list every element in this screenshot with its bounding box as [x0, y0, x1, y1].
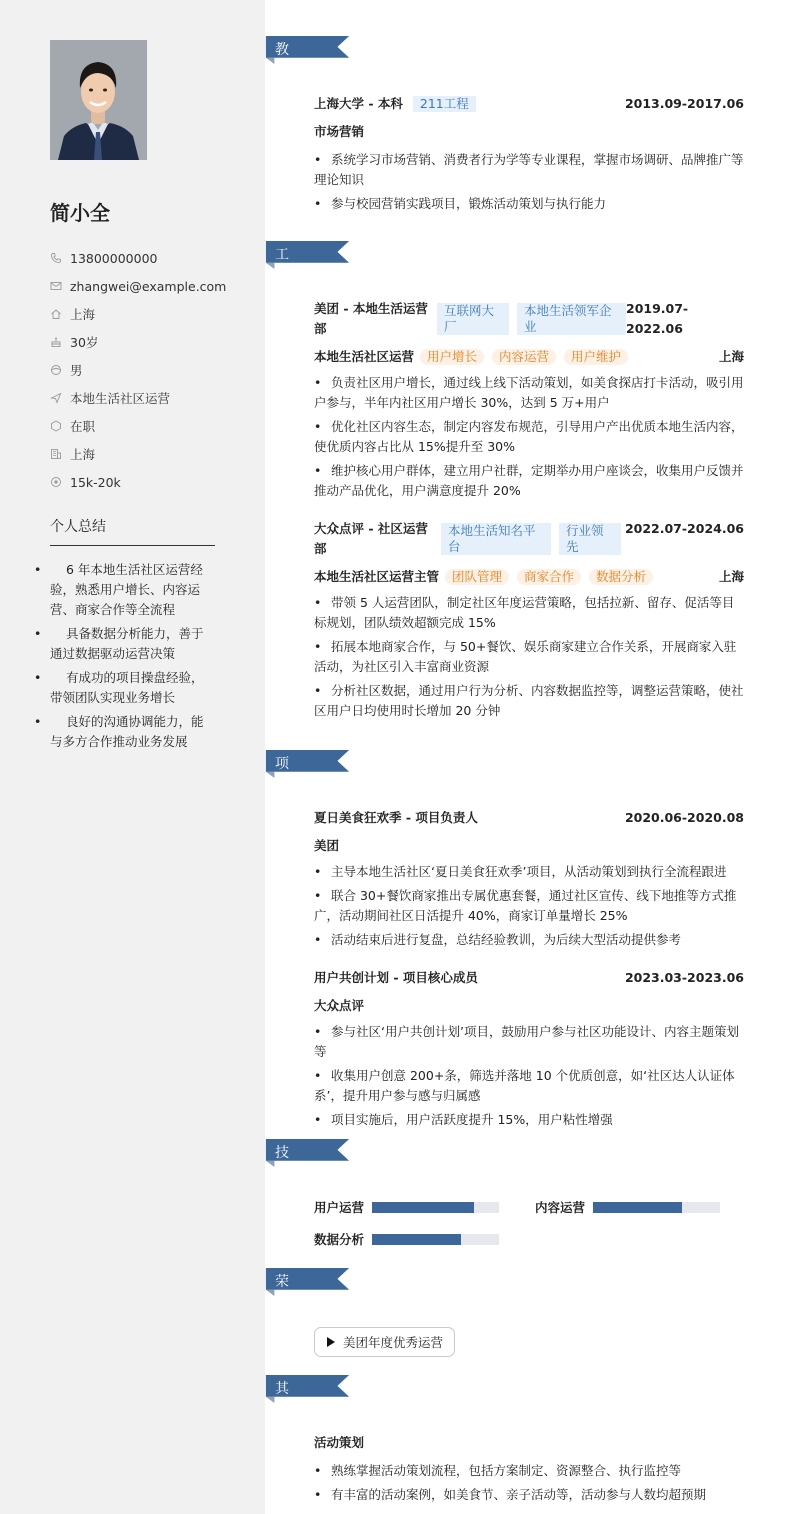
skill-tag: 商家合作: [517, 569, 581, 585]
section-title: 技能专长: [275, 1145, 289, 1245]
phone-icon: [50, 252, 62, 264]
candidate-name: 简小全: [50, 201, 110, 225]
contact-salary-text: 15k-20k: [70, 474, 121, 490]
contact-email-text: zhangwei@example.com: [70, 278, 227, 294]
education-entry: [314, 94, 744, 218]
job-title: 本地生活社区运营: [314, 349, 415, 364]
summary-item: • 具备数据分析能力，善于通过数据驱动运营决策: [50, 624, 215, 664]
company-tag: 本地生活领军企 业: [517, 303, 626, 335]
salary-icon: [50, 476, 62, 488]
project-title: 用户共创计划 - 项目核心成员: [314, 970, 478, 985]
contact-status: [50, 412, 226, 440]
sidebar: [0, 0, 265, 1514]
bullet-item: • 项目实施后，用户活跃度提升 15%，用户粘性增强: [314, 1110, 744, 1130]
project-entry: [314, 968, 744, 1134]
bullet-item: • 主导本地生活社区‘夏日美食狂欢季’项目，从活动策划到执行全流程跟进: [314, 862, 744, 882]
work-entry: [314, 299, 744, 505]
profile-photo: [50, 40, 147, 160]
contact-gender-text: 男: [70, 363, 83, 378]
project-period: 2020.06-2020.08: [624, 810, 744, 825]
section-title: 其他信息: [275, 1381, 289, 1481]
section-title: 工作经历: [275, 247, 289, 347]
age-icon: [50, 336, 62, 348]
project-bullets: [314, 1022, 744, 1130]
education-period: 2013.09-2017.06: [624, 96, 744, 111]
contact-position-text: 本地生活社区运营: [70, 391, 171, 406]
skill-bar-fill: [372, 1202, 474, 1213]
target-position-icon: [50, 392, 62, 404]
bullet-item: • 拓展本地商家合作，与 50+餐饮、娱乐商家建立合作关系，开展商家入驻活动，为社区引入丰富商业资源: [314, 637, 744, 677]
work-entry: [314, 519, 744, 725]
award-badge: [314, 1327, 455, 1357]
contact-age: [50, 328, 226, 356]
bullet-item: • 活动结束后进行复盘，总结经验教训，为后续大型活动提供参考: [314, 930, 744, 950]
contact-residence-text: 上海: [70, 307, 96, 322]
skill-name: 内容运营: [535, 1200, 586, 1215]
other-title: 活动策划: [314, 1435, 365, 1450]
skill-tag: 团队管理: [445, 569, 509, 585]
bullet-item: • 参与社区‘用户共创计划’项目，鼓励用户参与社区功能设计、内容主题策划等: [314, 1022, 744, 1062]
contact-list: [50, 244, 226, 496]
other-entry: [314, 1433, 744, 1509]
project-title: 夏日美食狂欢季 - 项目负责人: [314, 810, 478, 825]
skill-name: 数据分析: [314, 1232, 365, 1247]
section-title: 项目经历: [275, 756, 289, 856]
bullet-item: • 收集用户创意 200+条，筛选并落地 10 个优质创意，如‘社区达人认证体系’，提升用户参与感与归属感: [314, 1066, 744, 1106]
summary-list: [50, 560, 215, 756]
contact-city: [50, 440, 226, 468]
skill-bar-fill: [593, 1202, 682, 1213]
company-name: 美团 - 本地生活运营 部: [314, 301, 428, 336]
company-tag: 互联网大 厂: [437, 303, 509, 335]
contact-status-text: 在职: [70, 419, 96, 434]
contact-age-text: 30岁: [70, 335, 99, 350]
award-text: 美团年度优秀运营: [343, 1335, 444, 1350]
contact-phone: [50, 244, 226, 272]
contact-position: [50, 384, 226, 412]
contact-city-text: 上海: [70, 447, 96, 462]
skill-bar: [372, 1202, 499, 1213]
summary-item: • 有成功的项目操盘经验，带领团队实现业务增长: [50, 668, 215, 708]
bullet-item: • 维护核心用户群体，建立用户社群，定期举办用户座谈会，收集用户反馈并推动产品优化，用户满意度提升 20%: [314, 461, 744, 501]
school-name: 上海大学 - 本科: [314, 96, 403, 111]
skill-item: [314, 1230, 499, 1248]
project-entry: [314, 808, 744, 954]
skill-bar: [372, 1234, 499, 1245]
company-tag: 本地生活知名平 台: [441, 523, 551, 555]
section-title: 教育经历: [275, 42, 289, 142]
bullet-item: • 带领 5 人运营团队，制定社区年度运营策略，包括拉新、留存、促活等目标规划，团队绩效超额完成 15%: [314, 593, 744, 633]
summary-title: 个人总结: [50, 516, 215, 546]
home-icon: [50, 308, 62, 320]
education-bullets: [314, 150, 744, 214]
bullet-item: • 分析社区数据，通过用户行为分析、内容数据监控等，调整运营策略，使社区用户日均使用时长增加 20 分钟: [314, 681, 744, 721]
section-title: 荣誉奖项: [275, 1274, 289, 1374]
skill-tag: 用户增长: [420, 349, 484, 365]
bullet-item: • 负责社区用户增长，通过线上线下活动策划，如美食探店打卡活动，吸引用户参与，半年内社区用户增长 30%，达到 5 万+用户: [314, 373, 744, 413]
work-location: 上海: [718, 349, 744, 364]
contact-phone-text: 13800000000: [70, 250, 158, 266]
skill-name: 用户运营: [314, 1200, 365, 1215]
school-tag: 211工程: [413, 96, 476, 112]
contact-residence: [50, 300, 226, 328]
work-period: 2019.07-2022.06: [626, 301, 689, 336]
project-org: 美团: [314, 838, 340, 853]
bullet-item: • 熟练掌握活动策划流程，包括方案制定、资源整合、执行监控等: [314, 1461, 744, 1481]
skill-tag: 内容运营: [492, 349, 556, 365]
skill-item: [535, 1198, 720, 1216]
work-bullets: [314, 593, 744, 721]
work-bullets: [314, 373, 744, 501]
project-period: 2023.03-2023.06: [624, 970, 744, 985]
gender-icon: [50, 364, 62, 376]
skill-bar: [593, 1202, 720, 1213]
contact-email: [50, 272, 226, 300]
building-icon: [50, 448, 62, 460]
contact-salary: [50, 468, 226, 496]
project-org: 大众点评: [314, 998, 365, 1013]
work-period: 2022.07-2024.06: [624, 521, 744, 536]
bullet-item: • 有丰富的活动案例，如美食节、亲子活动等，活动参与人数均超预期: [314, 1485, 744, 1505]
play-icon: [327, 1337, 335, 1347]
bullet-item: • 系统学习市场营销、消费者行为学等专业课程，掌握市场调研、品牌推广等理论知识: [314, 150, 744, 190]
company-name: 大众点评 - 社区运营 部: [314, 521, 428, 556]
major: 市场营销: [314, 124, 365, 139]
status-icon: [50, 420, 62, 432]
project-bullets: [314, 862, 744, 950]
other-bullets: [314, 1461, 744, 1505]
summary-item: • 6 年本地生活社区运营经验，熟悉用户增长、内容运营、商家合作等全流程: [50, 560, 215, 620]
skill-tag: 用户维护: [564, 349, 628, 365]
main-content: [265, 0, 794, 1514]
work-location: 上海: [718, 569, 744, 584]
job-title: 本地生活社区运营主管: [314, 569, 440, 584]
summary-item: • 良好的沟通协调能力，能与多方合作推动业务发展: [50, 712, 215, 752]
bullet-item: • 优化社区内容生态，制定内容发布规范，引导用户产出优质本地生活内容，使优质内容占比从 15%提升至 30%: [314, 417, 744, 457]
bullet-item: • 参与校园营销实践项目，锻炼活动策划与执行能力: [314, 194, 744, 214]
contact-gender: [50, 356, 226, 384]
skill-bar-fill: [372, 1234, 461, 1245]
bullet-item: • 联合 30+餐饮商家推出专属优惠套餐，通过社区宣传、线下地推等方式推广，活动期间社区日活提升 40%，商家订单量增长 25%: [314, 886, 744, 926]
skill-tag: 数据分析: [589, 569, 653, 585]
skill-item: [314, 1198, 499, 1216]
mail-icon: [50, 280, 62, 292]
company-tag: 行业领 先: [559, 523, 621, 555]
